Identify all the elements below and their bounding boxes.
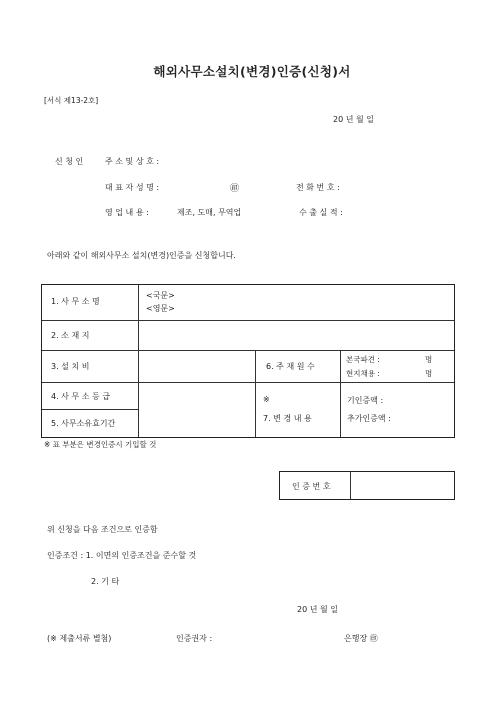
- approval-statement: 위 신청을 다음 조건으로 인증함: [47, 525, 158, 534]
- staff-hq-label: 본국파견 :: [346, 355, 380, 364]
- setup-cost-label: 3. 설 치 비: [51, 362, 90, 371]
- staff-hq-unit: 명: [425, 355, 433, 364]
- office-name-english: <영문>: [146, 304, 175, 313]
- export-label: 수 출 실 적 :: [299, 208, 343, 217]
- business-label: 영 업 내 용 :: [105, 208, 149, 217]
- top-date: 20 년 월 일: [333, 115, 374, 124]
- phone-label: 전 화 번 호 :: [296, 183, 340, 192]
- representative-label: 대 표 자 성 명 :: [105, 183, 160, 192]
- cert-number-box: [279, 471, 455, 500]
- form-title: 해외사무소설치(변경)인증(신청)서: [153, 64, 351, 79]
- form-code: [서식 제13-2호]: [44, 96, 99, 105]
- office-name-korean: <국문>: [146, 291, 175, 300]
- row-divider: [42, 350, 454, 351]
- column-divider: [350, 472, 351, 499]
- additional-amount-label: 추가인증액 :: [347, 414, 391, 423]
- row-divider: [42, 320, 454, 321]
- cert-number-label: 인 증 번 호: [292, 482, 331, 491]
- bank-head-signature: 은행장 ㊞: [344, 634, 378, 643]
- validity-period-label: 5. 사무소유효기간: [51, 419, 116, 428]
- office-grade-label: 4. 사 무 소 등 급: [51, 392, 110, 401]
- seal-icon: ㊞: [230, 184, 240, 194]
- row-divider: [42, 382, 454, 383]
- application-table: [41, 284, 455, 438]
- address-label: 주 소 및 상 호 :: [105, 157, 160, 166]
- change-details-label: 7. 변 경 내 용: [263, 414, 312, 423]
- column-divider: [255, 350, 256, 437]
- authority-label: 인증권자 :: [176, 634, 213, 643]
- staff-count-label: 6. 주 재 원 수: [266, 362, 315, 371]
- location-label: 2. 소 재 지: [51, 331, 90, 340]
- application-statement: 아래와 같이 해외사무소 설치(변경)인증을 신청합니다.: [47, 251, 236, 260]
- attachments-note: (※ 제출서류 별첨): [47, 634, 112, 643]
- staff-local-unit: 명: [425, 369, 433, 378]
- certified-amount-label: 기인증액 :: [347, 396, 384, 405]
- asterisk-mark: ※: [263, 395, 270, 404]
- approval-date: 20 년 월 일: [297, 605, 338, 614]
- table-note: ※ 표 부분은 변경인증시 기입할 것: [44, 440, 157, 449]
- applicant-label: 신 청 인: [55, 157, 84, 166]
- row-divider: [42, 409, 138, 410]
- business-value: 제조, 도매, 무역업: [177, 208, 242, 217]
- column-divider: [340, 350, 341, 437]
- approval-condition-1: 인증조건 : 1. 이면의 인증조건을 준수할 것: [47, 551, 197, 560]
- approval-condition-2: 2. 기 타: [91, 577, 120, 586]
- office-name-label: 1. 사 무 소 명: [51, 297, 100, 306]
- column-divider: [138, 285, 139, 437]
- staff-local-label: 현지채용 :: [346, 369, 380, 378]
